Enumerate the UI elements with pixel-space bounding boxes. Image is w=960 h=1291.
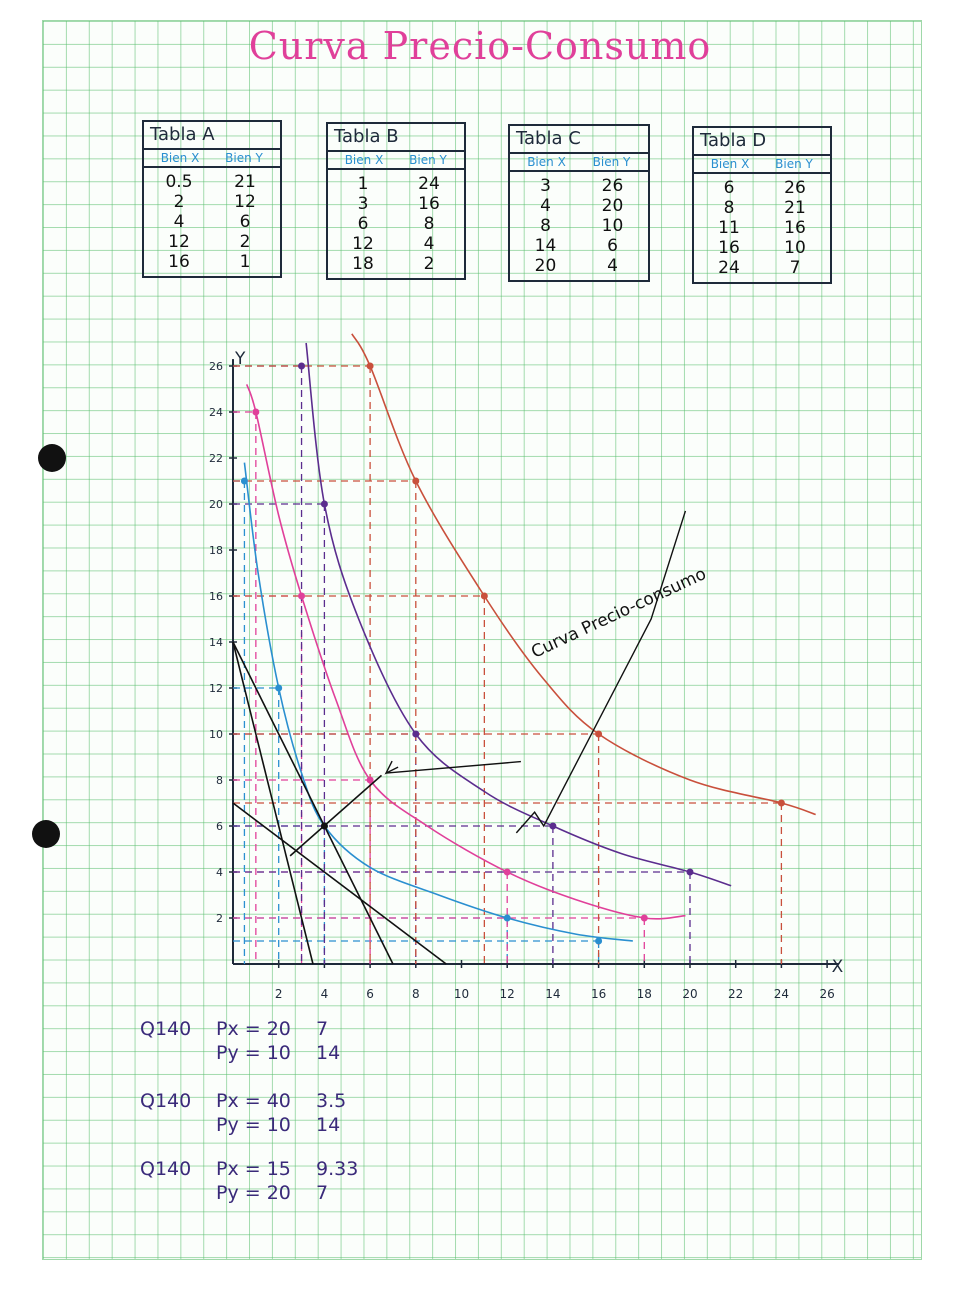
value-x: 3.5 [316, 1090, 347, 1112]
indifference-curve-1 [244, 463, 632, 941]
budget-line-3 [233, 803, 446, 964]
y-tick-label: 6 [216, 820, 223, 833]
cell-x: 0.5 [165, 172, 193, 192]
x-tick-label: 26 [819, 987, 835, 1001]
x-tick-label: 20 [682, 987, 698, 1001]
y-tick-label: 14 [209, 636, 223, 649]
x-tick-label: 12 [499, 987, 515, 1001]
y-tick-label: 2 [216, 912, 223, 925]
cell-y: 12 [234, 192, 256, 212]
y-tick-label: 16 [209, 590, 223, 603]
cell-y: 20 [601, 196, 624, 216]
y-tick-label: 10 [209, 728, 223, 741]
price-y: Py = 10 [216, 1114, 291, 1136]
page-title: Curva Precio-Consumo [248, 24, 712, 68]
calculation-block-2 [140, 1090, 400, 1140]
quantity-label: Q140 [140, 1090, 192, 1112]
cell-x: 8 [723, 198, 735, 218]
data-point [298, 593, 305, 600]
annotation-pointer [516, 511, 685, 833]
table-name: Tabla A [144, 122, 280, 150]
cell-x: 2 [173, 192, 185, 212]
x-tick-label: 10 [453, 987, 470, 1001]
x-tick-label: 16 [590, 987, 607, 1001]
cell-x: 16 [718, 238, 740, 258]
cell-x: 3 [357, 194, 369, 214]
price-y: Py = 10 [216, 1042, 291, 1064]
y-tick-label: 8 [216, 774, 223, 787]
value-x: 7 [316, 1018, 329, 1040]
x-tick-label: 2 [274, 987, 283, 1001]
value-y: 14 [316, 1042, 341, 1064]
data-point [367, 363, 374, 370]
x-tick-label: 24 [773, 987, 790, 1001]
cell-y: 26 [784, 178, 806, 198]
cell-x: 11 [718, 218, 740, 238]
cell-x: 8 [540, 216, 551, 236]
column-header-y: Bien Y [409, 153, 447, 167]
data-point [778, 800, 785, 807]
cell-x: 4 [173, 212, 185, 232]
cell-y: 6 [607, 236, 618, 256]
cell-x: 24 [718, 258, 740, 278]
y-tick-label: 20 [209, 498, 223, 511]
column-header-x: Bien X [527, 155, 566, 169]
cell-y: 4 [423, 234, 435, 254]
price-consumption-line [290, 775, 381, 856]
data-point [687, 869, 694, 876]
x-tick-label: 8 [411, 987, 420, 1001]
table-name: Tabla D [694, 128, 830, 156]
y-tick-label: 4 [216, 866, 223, 879]
data-point [641, 915, 648, 922]
cell-x: 14 [534, 236, 557, 256]
price-x: Px = 20 [216, 1018, 291, 1040]
quantity-label: Q140 [140, 1158, 192, 1180]
x-axis-label: X [831, 957, 844, 977]
cell-y: 6 [239, 212, 251, 232]
column-header-y: Bien Y [775, 157, 813, 171]
column-header-y: Bien Y [225, 151, 263, 165]
y-tick-label: 24 [209, 406, 223, 419]
annotation-label: Curva Precio-consumo [528, 563, 710, 663]
calculation-block-1 [140, 1018, 400, 1068]
cell-x: 3 [540, 176, 551, 196]
x-tick-label: 6 [366, 987, 374, 1001]
tangency-point [321, 823, 328, 830]
price-y: Py = 20 [216, 1182, 291, 1204]
data-point [298, 363, 305, 370]
cell-y: 2 [423, 254, 435, 274]
column-header-x: Bien X [160, 151, 200, 165]
column-header-y: Bien Y [592, 155, 631, 169]
cell-x: 1 [357, 174, 369, 194]
arrow-head [386, 761, 398, 773]
data-point [241, 478, 248, 485]
table-name: Tabla C [510, 126, 648, 154]
price-x: Px = 15 [216, 1158, 291, 1180]
x-tick-label: 4 [320, 987, 329, 1001]
data-point [275, 685, 282, 692]
cell-y: 21 [234, 172, 256, 192]
value-y: 14 [316, 1114, 341, 1136]
data-point [504, 915, 511, 922]
table-name: Tabla B [328, 124, 464, 152]
x-tick-label: 18 [636, 987, 652, 1001]
data-point [504, 869, 511, 876]
y-tick-label: 22 [209, 452, 223, 465]
y-axis-label: Y [235, 349, 246, 369]
data-point [481, 593, 488, 600]
cell-x: 12 [352, 234, 374, 254]
cell-y: 10 [601, 216, 624, 236]
cell-y: 7 [789, 258, 801, 278]
x-tick-label: 14 [545, 987, 561, 1001]
cell-y: 26 [601, 176, 624, 196]
value-y: 7 [316, 1182, 329, 1204]
cell-y: 4 [607, 256, 618, 276]
column-header-x: Bien X [344, 153, 384, 167]
cell-x: 18 [352, 254, 374, 274]
data-point [595, 938, 602, 945]
cell-y: 16 [418, 194, 440, 214]
indifference-curve-2 [247, 384, 686, 918]
cell-x: 4 [540, 196, 551, 216]
y-tick-label: 26 [209, 360, 223, 373]
cell-y: 10 [784, 238, 806, 258]
cell-x: 12 [168, 232, 190, 252]
cell-y: 24 [418, 174, 440, 194]
data-point [412, 478, 419, 485]
cell-y: 16 [784, 218, 806, 238]
data-point [321, 501, 328, 508]
price-x: Px = 40 [216, 1090, 291, 1112]
cell-y: 8 [423, 214, 435, 234]
cell-x: 6 [357, 214, 369, 234]
cell-x: 6 [723, 178, 735, 198]
x-tick-label: 22 [728, 987, 744, 1001]
cell-y: 21 [784, 198, 806, 218]
data-point [252, 409, 259, 416]
data-point [412, 731, 419, 738]
quantity-label: Q140 [140, 1018, 192, 1040]
cell-x: 20 [534, 256, 557, 276]
data-point [549, 823, 556, 830]
calculation-block-3 [140, 1158, 400, 1208]
cell-x: 16 [168, 252, 190, 272]
column-header-x: Bien X [710, 157, 750, 171]
y-tick-label: 18 [209, 544, 223, 557]
data-point [595, 731, 602, 738]
cell-y: 2 [239, 232, 251, 252]
value-x: 9.33 [316, 1158, 359, 1180]
cell-y: 1 [239, 252, 251, 272]
y-tick-label: 12 [209, 682, 223, 695]
